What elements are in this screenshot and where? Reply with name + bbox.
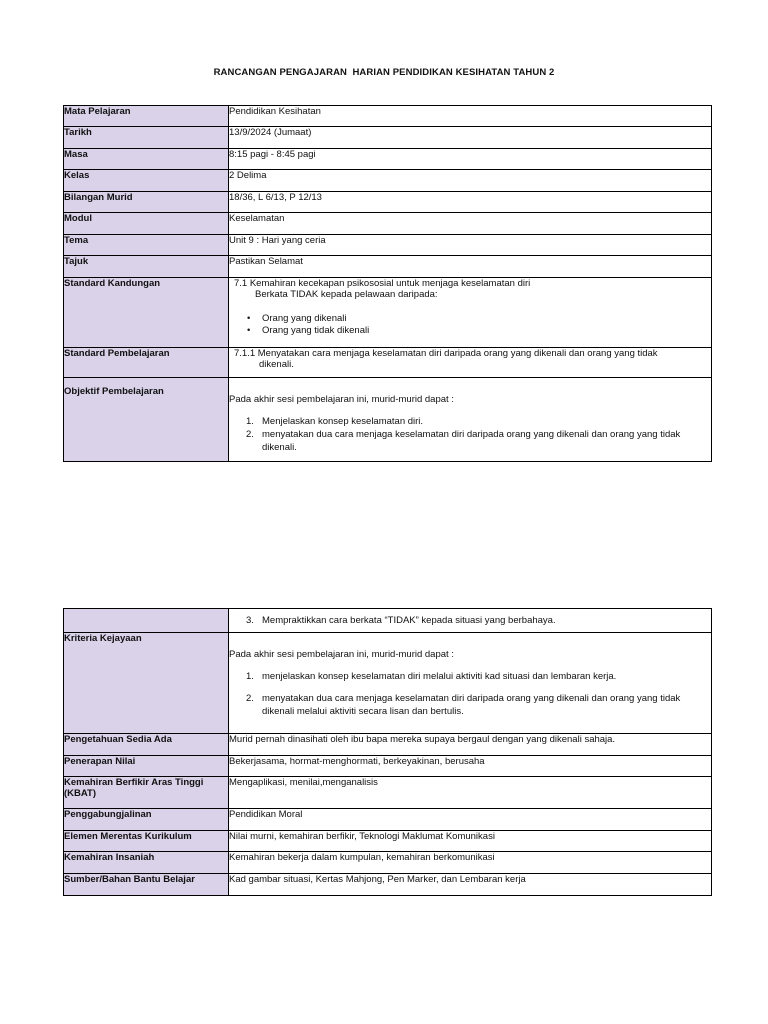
- row-kemahiran-insaniah: [64, 852, 712, 874]
- value-tarikh: 13/9/2024 (Jumaat): [229, 127, 712, 149]
- lesson-plan-table-2: [63, 608, 712, 896]
- row-elemen: [64, 831, 712, 852]
- objektif-item: [229, 415, 711, 428]
- label-standard-kandungan: Standard Kandungan: [64, 278, 229, 348]
- value-standard-pembelajaran: [229, 348, 712, 378]
- row-mata-pelajaran: [64, 106, 712, 127]
- label-objektif: Objektif Pembelajaran: [64, 378, 229, 462]
- kriteria-item: [229, 670, 711, 683]
- standard-pembelajaran-line1: 7.1.1 Menyatakan cara menjaga keselamatan diri daripada orang yang dikenali dan orang yang tidak: [234, 348, 658, 359]
- value-masa: 8:15 pagi - 8:45 pagi: [229, 149, 712, 170]
- value-pengetahuan: Murid pernah dinasihati oleh ibu bapa mereka supaya bergaul dengan yang dikenali sahaja.: [229, 734, 712, 756]
- label-sumber: Sumber/Bahan Bantu Belajar: [64, 874, 229, 896]
- label-kriteria: Kriteria Kejayaan: [64, 633, 229, 734]
- row-kelas: [64, 170, 712, 192]
- value-standard-kandungan: [229, 278, 712, 348]
- value-penerapan-nilai: Bekerjasama, hormat-menghormati, berkeyakinan, berusaha: [229, 756, 712, 777]
- row-penerapan-nilai: [64, 756, 712, 777]
- item-text: menjelaskan konsep keselamatan diri melalui aktiviti kad situasi dan lembaran kerja.: [262, 671, 617, 682]
- item-text: Menjelaskan konsep keselamatan diri.: [262, 416, 424, 427]
- label-elemen: Elemen Merentas Kurikulum: [64, 831, 229, 852]
- label-bilangan-murid: Bilangan Murid: [64, 192, 229, 213]
- bullet-item: • Orang yang dikenali: [229, 313, 711, 325]
- label-tajuk: Tajuk: [64, 256, 229, 278]
- row-standard-kandungan: [64, 278, 712, 348]
- objektif-item: [229, 428, 711, 454]
- objektif-list-continued: [229, 614, 711, 627]
- label-penggabungjalinan: Penggabungjalinan: [64, 809, 229, 831]
- label-modul: Modul: [64, 213, 229, 235]
- item-text: menyatakan dua cara menjaga keselamatan diri daripada orang yang dikenali dan orang yang tidak dikenali.: [262, 429, 681, 453]
- value-objektif: [229, 378, 712, 462]
- value-tajuk: Pastikan Selamat: [229, 256, 712, 278]
- standard-kandungan-line2: Berkata TIDAK kepada pelawaan daripada:: [255, 289, 438, 300]
- label-kemahiran-insaniah: Kemahiran Insaniah: [64, 852, 229, 874]
- value-tema: Unit 9 : Hari yang ceria: [229, 235, 712, 256]
- item-number: 2.: [246, 693, 254, 704]
- value-kriteria: [229, 633, 712, 734]
- lesson-plan-table-1: [63, 105, 712, 462]
- row-objektif: [64, 378, 712, 462]
- kriteria-item: [229, 692, 711, 718]
- item-number: 3.: [246, 615, 254, 626]
- kriteria-list: [229, 670, 711, 718]
- label-tarikh: Tarikh: [64, 127, 229, 149]
- label-kbat: Kemahiran Berfikir Aras Tinggi (KBAT): [64, 777, 229, 809]
- label-standard-pembelajaran: Standard Pembelajaran: [64, 348, 229, 378]
- standard-kandungan-bullets: [229, 313, 711, 337]
- value-mata-pelajaran: Pendidikan Kesihatan: [229, 106, 712, 127]
- objektif-list: [229, 415, 711, 454]
- row-penggabungjalinan: [64, 809, 712, 831]
- item-text: menyatakan dua cara menjaga keselamatan diri daripada orang yang dikenali dan orang yang tidak dikenali melalui aktiviti secara lisan dan bertulis.: [262, 693, 681, 717]
- value-penggabungjalinan: Pendidikan Moral: [229, 809, 712, 831]
- bullet-item: • Orang yang tidak dikenali: [229, 325, 711, 337]
- label-mata-pelajaran: Mata Pelajaran: [64, 106, 229, 127]
- standard-pembelajaran-line2: dikenali.: [259, 359, 294, 370]
- label-empty: [64, 609, 229, 633]
- document-title: RANCANGAN PENGAJARAN HARIAN PENDIDIKAN KESIHATAN TAHUN 2: [213, 67, 555, 78]
- value-sumber: Kad gambar situasi, Kertas Mahjong, Pen Marker, dan Lembaran kerja: [229, 874, 712, 896]
- kriteria-intro: Pada akhir sesi pembelajaran ini, murid-murid dapat :: [229, 649, 454, 660]
- row-tajuk: [64, 256, 712, 278]
- item-number: 1.: [246, 416, 254, 427]
- standard-kandungan-line1: 7.1 Kemahiran kecekapan psikososial untuk menjaga keselamatan diri: [234, 278, 531, 289]
- label-tema: Tema: [64, 235, 229, 256]
- row-modul: [64, 213, 712, 235]
- label-masa: Masa: [64, 149, 229, 170]
- row-masa: [64, 149, 712, 170]
- value-kelas: 2 Delima: [229, 170, 712, 192]
- row-bilangan-murid: [64, 192, 712, 213]
- item-text: Mempraktikkan cara berkata “TIDAK” kepada situasi yang berbahaya.: [262, 615, 556, 626]
- item-number: 1.: [246, 671, 254, 682]
- value-kbat: Mengaplikasi, menilai,menganalisis: [229, 777, 712, 809]
- row-standard-pembelajaran: [64, 348, 712, 378]
- value-kemahiran-insaniah: Kemahiran bekerja dalam kumpulan, kemahiran berkomunikasi: [229, 852, 712, 874]
- value-elemen: Nilai murni, kemahiran berfikir, Teknologi Maklumat Komunikasi: [229, 831, 712, 852]
- objektif-intro: Pada akhir sesi pembelajaran ini, murid-murid dapat :: [229, 394, 454, 405]
- row-tarikh: [64, 127, 712, 149]
- value-bilangan-murid: 18/36, L 6/13, P 12/13: [229, 192, 712, 213]
- label-pengetahuan: Pengetahuan Sedia Ada: [64, 734, 229, 756]
- value-objektif-continued: [229, 609, 712, 633]
- row-tema: [64, 235, 712, 256]
- label-penerapan-nilai: Penerapan Nilai: [64, 756, 229, 777]
- row-kbat: [64, 777, 712, 809]
- label-kelas: Kelas: [64, 170, 229, 192]
- row-pengetahuan: [64, 734, 712, 756]
- item-number: 2.: [246, 429, 254, 440]
- objektif-item: [229, 614, 711, 627]
- row-objektif-continued: [64, 609, 712, 633]
- row-kriteria: [64, 633, 712, 734]
- row-sumber: [64, 874, 712, 896]
- value-modul: Keselamatan: [229, 213, 712, 235]
